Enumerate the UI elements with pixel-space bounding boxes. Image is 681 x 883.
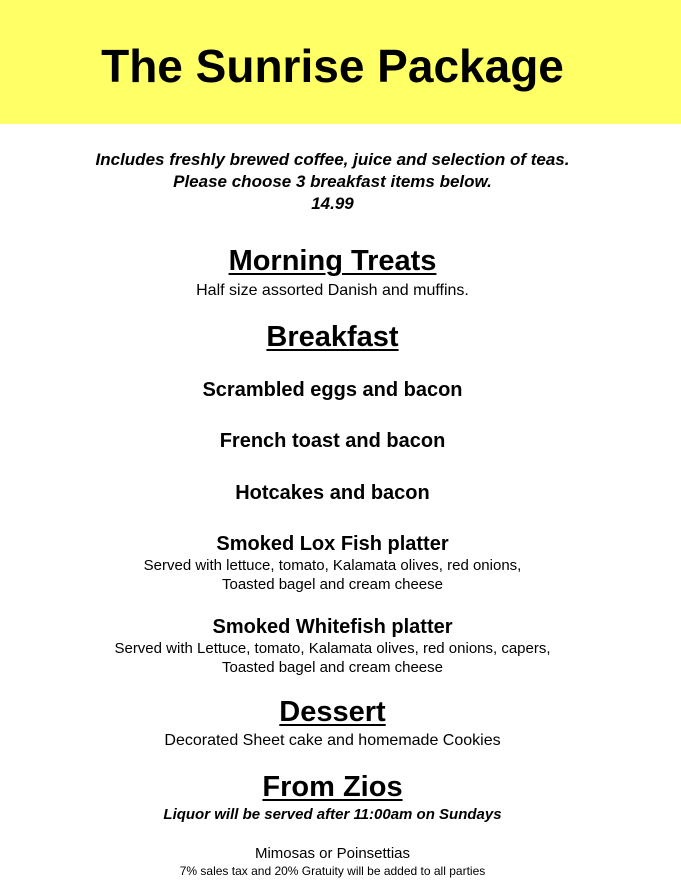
breakfast-item-hotcakes: Hotcakes and bacon bbox=[235, 482, 430, 504]
section-heading-from-zios: From Zios bbox=[262, 771, 403, 803]
morning-treats-description: Half size assorted Danish and muffins. bbox=[196, 282, 469, 299]
section-heading-morning-treats: Morning Treats bbox=[228, 245, 437, 277]
tax-gratuity-notice: 7% sales tax and 20% Gratuity will be added to all parties bbox=[179, 864, 486, 878]
lox-platter-description-line2: Toasted bagel and cream cheese bbox=[222, 576, 443, 593]
package-price: 14.99 bbox=[311, 194, 354, 213]
breakfast-item-whitefish-platter: Smoked Whitefish platter bbox=[212, 616, 453, 638]
whitefish-platter-description-line1: Served with Lettuce, tomato, Kalamata olives, red onions, capers, bbox=[114, 640, 551, 657]
liquor-sunday-note: Liquor will be served after 11:00am on Sundays bbox=[163, 806, 502, 823]
dessert-description: Decorated Sheet cake and homemade Cookies bbox=[164, 732, 501, 749]
breakfast-item-scrambled-eggs: Scrambled eggs and bacon bbox=[202, 379, 463, 401]
breakfast-item-lox-platter: Smoked Lox Fish platter bbox=[216, 533, 449, 555]
whitefish-platter-description-line2: Toasted bagel and cream cheese bbox=[222, 659, 443, 676]
intro-line-beverages: Includes freshly brewed coffee, juice and selection of teas. bbox=[95, 150, 570, 169]
intro-line-instructions: Please choose 3 breakfast items below. bbox=[173, 172, 492, 191]
lox-platter-description-line1: Served with lettuce, tomato, Kalamata olives, red onions, bbox=[143, 557, 522, 574]
section-heading-dessert: Dessert bbox=[279, 696, 386, 728]
breakfast-item-french-toast: French toast and bacon bbox=[219, 430, 446, 452]
from-zios-item: Mimosas or Poinsettias bbox=[254, 845, 411, 862]
page-title: The Sunrise Package bbox=[101, 40, 564, 92]
section-heading-breakfast: Breakfast bbox=[266, 321, 399, 353]
